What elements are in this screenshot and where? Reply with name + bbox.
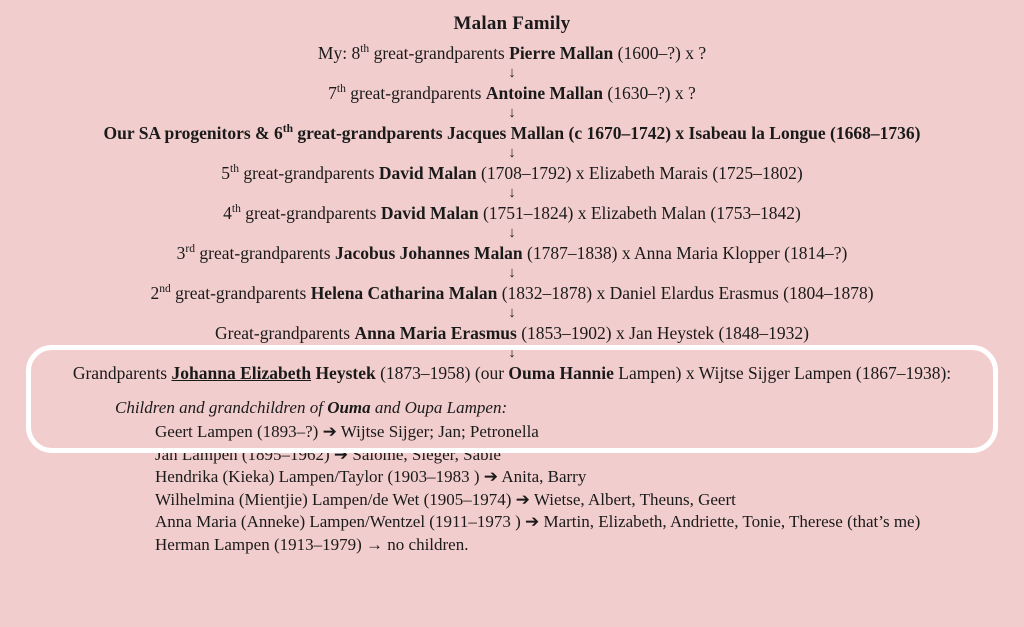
gen-7th [328, 83, 696, 104]
text-run: Grandparents [72, 363, 172, 383]
down-arrow-icon: ↓ [508, 265, 516, 281]
text-run: 7 [328, 83, 337, 103]
text-run: great-grandparents [195, 243, 335, 263]
generation-chain [10, 43, 1014, 384]
person-name-emphasis: Johanna Elizabeth [171, 363, 312, 383]
text-run: great-grandparents [369, 43, 510, 63]
gen-5th [221, 163, 803, 184]
gen-8th [318, 43, 706, 64]
child-row: Geert Lampen (1893–?) ➔ Wijtse Sijger; Jan; Petronella [155, 422, 539, 441]
person-name: Heystek [315, 363, 376, 383]
children-rows [115, 421, 1014, 557]
text-run: great-grandparents [238, 163, 379, 183]
ordinal-suffix: rd [185, 243, 196, 256]
down-arrow-icon: ↓ [508, 185, 516, 201]
ordinal-suffix: th [229, 163, 239, 176]
ordinal-suffix: nd [159, 283, 171, 296]
person-name: David Malan [378, 163, 477, 183]
person-name: Jacobus Johannes Malan [334, 243, 523, 263]
person-name: David Malan [380, 203, 479, 223]
down-arrow-icon: ↓ [508, 345, 516, 361]
child-row: Hendrika (Kieka) Lampen/Taylor (1903–1983 ) ➔ Anita, Barry [155, 467, 587, 487]
text-run: and Oupa Lampen: [370, 398, 508, 417]
gen-grandparents [73, 363, 951, 384]
child-row: Anna Maria (Anneke) Lampen/Wentzel (1911–1973 ) ➔ Martin, Elizabeth, Andriette, Tonie, Therese (that’s me) [155, 512, 921, 532]
text-run: (1751–1824) x Elizabeth Malan (1753–1842) [478, 203, 801, 223]
down-arrow-icon: ↓ [508, 145, 516, 161]
text-run: great-grandparents Jacques Mallan (c 1670–1742) x Isabeau la Longue (1668–1736) [293, 123, 921, 143]
child-row: Wilhelmina (Mientjie) Lampen/de Wet (1905–1974) ➔ Wietse, Albert, Theuns, Geert [155, 489, 736, 509]
person-name: Anna Maria Erasmus [354, 323, 517, 343]
text-run: 3 [176, 243, 186, 263]
ordinal-suffix: th [282, 123, 294, 136]
gen-great-grandparents [215, 323, 809, 344]
text-run: Lampen) x Wijtse Sijger Lampen (1867–1938): [613, 363, 952, 383]
text-run: 4 [223, 203, 232, 223]
down-arrow-icon: ↓ [508, 305, 516, 321]
child-row: Jan Lampen (1895–1962) ➔ Salome, Sieger, Sabie [155, 444, 501, 464]
gen-6th [104, 123, 921, 144]
person-name: Antoine Mallan [485, 83, 603, 103]
gen-3rd [177, 243, 848, 264]
text-run: 5 [221, 163, 230, 183]
gen-4th [223, 203, 801, 224]
children-heading [115, 398, 1014, 418]
text-run: (1708–1792) x Elizabeth Marais (1725–1802) [476, 163, 803, 183]
person-name: Ouma Hannie [508, 363, 614, 383]
text-run: (1787–1838) x Anna Maria Klopper (1814–?) [522, 243, 848, 263]
children-section [10, 398, 1014, 557]
down-arrow-icon: ↓ [508, 225, 516, 241]
text-run: Great-grandparents [215, 323, 355, 343]
ordinal-suffix: th [336, 83, 346, 96]
text-run: (1630–?) x ? [603, 83, 696, 103]
text-run: Our SA progenitors & 6 [103, 123, 283, 143]
text-run: great-grandparents [240, 203, 381, 223]
down-arrow-icon: ↓ [508, 65, 516, 81]
child-row: Herman Lampen (1913–1979) → no children. [155, 535, 469, 555]
gen-2nd [150, 283, 873, 304]
ordinal-suffix: th [360, 43, 370, 56]
text-run: (1853–1902) x Jan Heystek (1848–1932) [516, 323, 809, 343]
down-arrow-icon: ↓ [508, 105, 516, 121]
person-name: Ouma [327, 398, 371, 417]
text-run: My: 8 [317, 43, 361, 63]
text-run: (1873–1958) (our [375, 363, 509, 383]
text-run: Children and grandchildren of [115, 398, 328, 417]
person-name: Pierre Mallan [509, 43, 614, 63]
text-run: great-grandparents [170, 283, 311, 303]
ordinal-suffix: th [231, 203, 241, 216]
text-run: (1600–?) x ? [613, 43, 707, 63]
text-run: great-grandparents [345, 83, 486, 103]
text-run: (1832–1878) x Daniel Elardus Erasmus (1804–1878) [497, 283, 874, 303]
person-name: Helena Catharina Malan [310, 283, 498, 303]
page-title: Malan Family [453, 13, 571, 34]
text-run: 2 [150, 283, 160, 303]
